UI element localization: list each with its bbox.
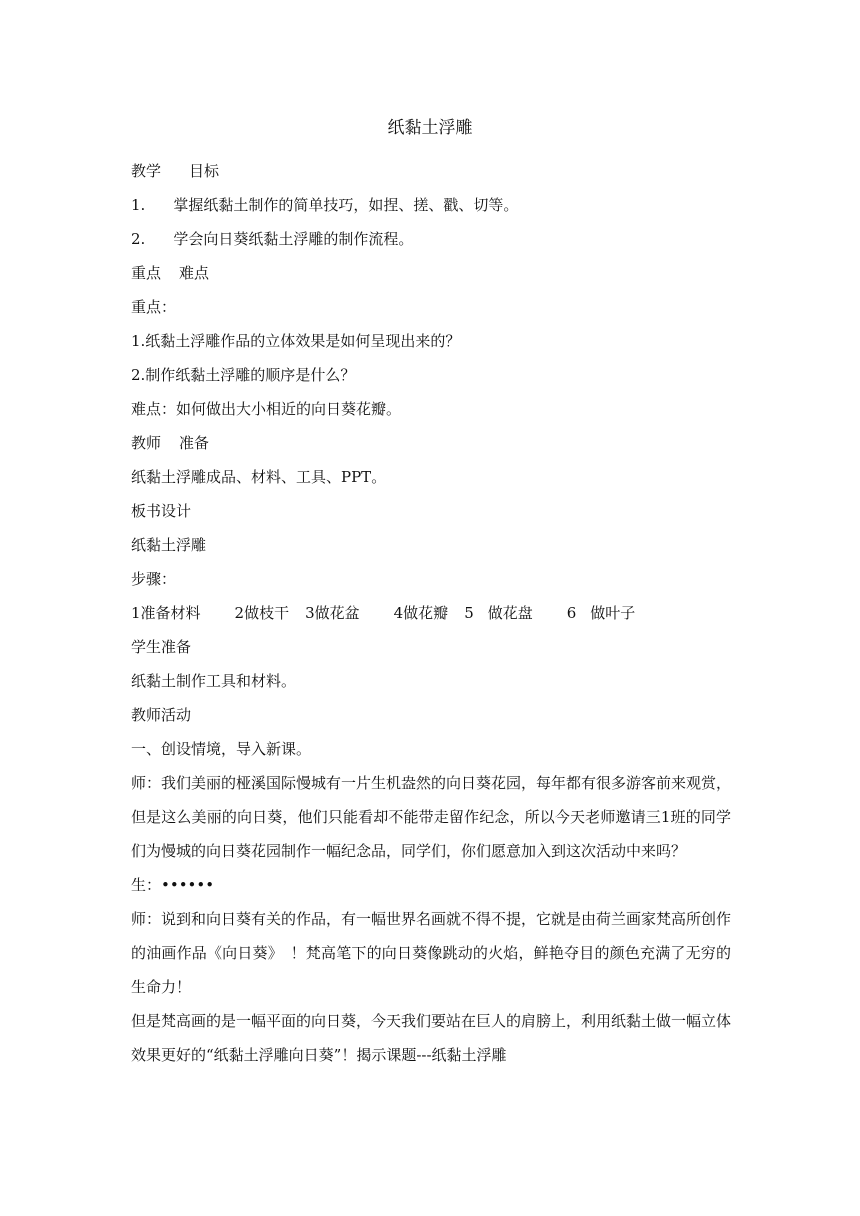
difficulty-text: 难点：如何做出大小相近的向日葵花瓣。	[131, 400, 402, 418]
step-item: 做花盘	[487, 604, 533, 622]
heading-student-prep: 学生准备	[131, 638, 192, 656]
heading-teacher-activity: 教师活动	[131, 706, 192, 724]
steps-label: 步骤：	[131, 570, 177, 588]
heading-part-a: 重点	[131, 264, 162, 282]
step-item: 做叶子	[590, 604, 636, 622]
key-point-2: 2.制作纸黏土浮雕的顺序是什么？	[131, 366, 356, 384]
step-item: 6	[566, 604, 577, 622]
step-item: 4做花瓣	[393, 604, 449, 622]
heading-part-a: 教学	[131, 162, 162, 180]
paragraph-intro: 师：我们美丽的桠溪国际慢城有一片生机盎然的向日葵花园，每年都有很多游客前来观赏，但是这么美丽的向日葵，他们只能看却不能带走留作纪念，所以今天老师邀请三1班的同学们为慢城的向日葵花园制作一幅纪念品，同学们，你们愿意加入到这次活动中来吗？	[131, 774, 732, 860]
heading-part-b: 准备	[179, 434, 210, 452]
step-item: 5	[464, 604, 474, 622]
step-item: 1准备材料	[131, 604, 201, 622]
board-title: 纸黏土浮雕	[131, 536, 207, 554]
step-item: 2做枝干	[234, 604, 290, 622]
goal-text: 学会向日葵纸黏土浮雕的制作流程。	[173, 230, 414, 248]
heading-key-points	[131, 256, 731, 290]
goal-text: 掌握纸黏土制作的简单技巧，如捏、搓、戳、切等。	[173, 196, 519, 214]
heading-teacher-prep	[131, 426, 731, 460]
steps-list	[131, 596, 731, 630]
part-1-heading: 一、创设情境，导入新课。	[131, 740, 312, 758]
heading-part-b: 目标	[189, 162, 220, 180]
goal-number: 1.	[131, 196, 146, 214]
student-reply: 生：••••••	[131, 876, 215, 894]
paragraph-van-gogh: 师：说到和向日葵有关的作品，有一幅世界名画就不得不提，它就是由荷兰画家梵高所创作的油画作品《向日葵》 ！梵高笔下的向日葵像跳动的火焰，鲜艳夺目的颜色充满了无穷的生命力！	[131, 910, 732, 996]
heading-board-design: 板书设计	[131, 502, 192, 520]
heading-teaching-goal	[131, 154, 731, 188]
document-title: 纸黏土浮雕	[387, 118, 473, 138]
goal-item-1	[131, 188, 731, 222]
goal-item-2	[131, 222, 731, 256]
key-point-1: 1.纸黏土浮雕作品的立体效果是如何呈现出来的？	[131, 332, 461, 350]
step-item: 3做花盆	[305, 604, 360, 622]
key-point-label: 重点：	[131, 298, 177, 316]
student-prep-text: 纸黏土制作工具和材料。	[131, 672, 297, 690]
heading-part-b: 难点	[179, 264, 210, 282]
goal-number: 2.	[131, 230, 146, 248]
paragraph-topic: 但是梵高画的是一幅平面的向日葵，今天我们要站在巨人的肩膀上，利用纸黏土做一幅立体效果更好的“纸黏土浮雕向日葵”！揭示课题---纸黏土浮雕	[131, 1012, 732, 1064]
document-body	[131, 154, 731, 1072]
teacher-prep-text: 纸黏土浮雕成品、材料、工具、PPT。	[131, 468, 387, 486]
heading-part-a: 教师	[131, 434, 162, 452]
